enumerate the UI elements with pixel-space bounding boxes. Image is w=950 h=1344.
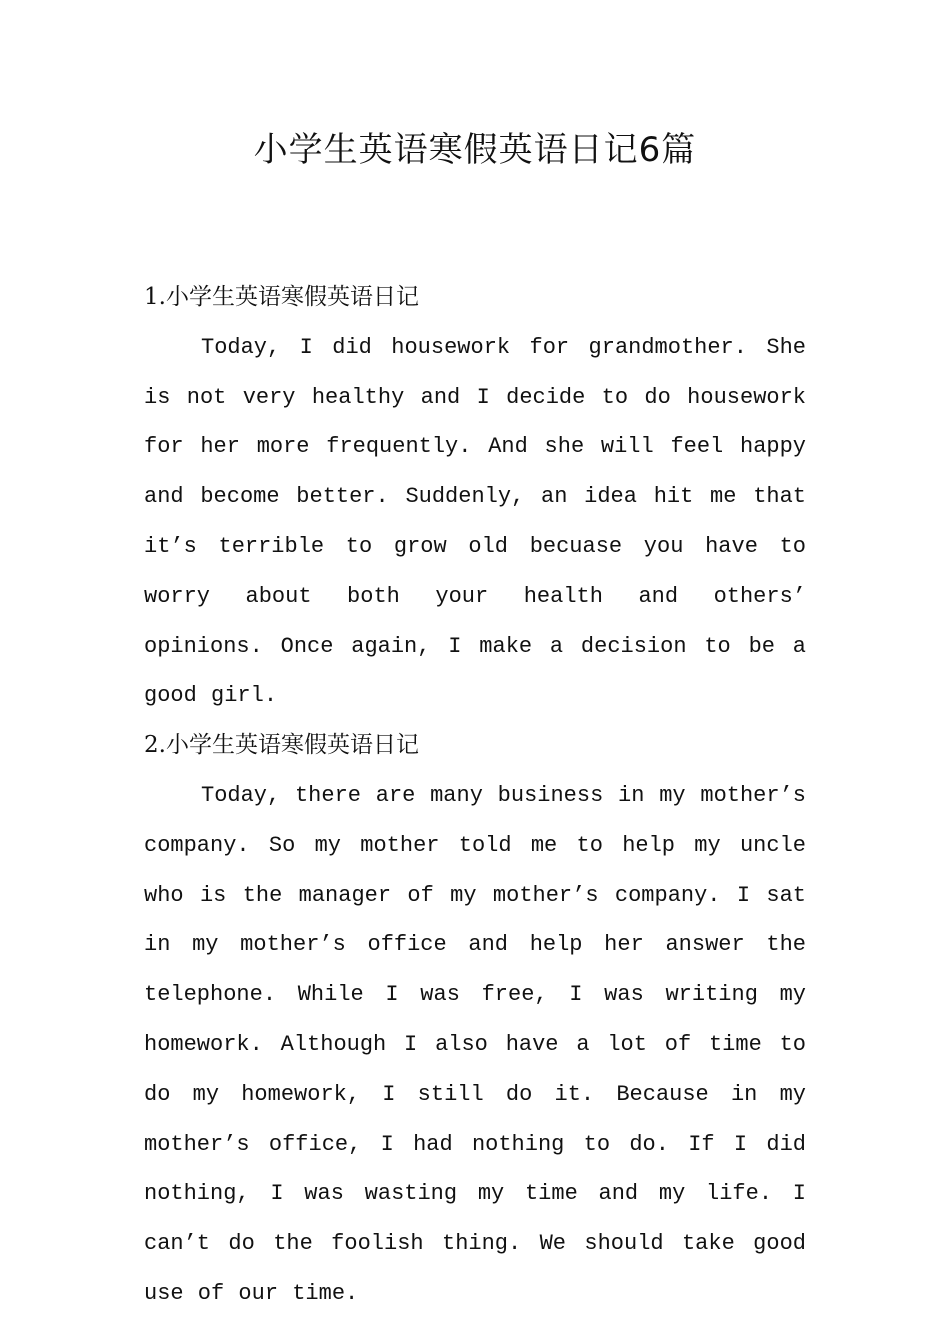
section-paragraph: Today, there are many business in my mother’s company. So my mother told me to help my uncle who is the manager of my mother’s company. I sat in my mother’s office and help her answer the telephone. While I was free, I was writing my homework. Although I also have a lot of time to do my homework, I still do it. Because in my mother’s office, I had nothing to do. If I did nothing, I was wasting my time and my life. I can’t do the foolish thing. We should take good use of our time. [144,782,806,1306]
document-title: 小学生英语寒假英语日记6篇 [253,130,697,170]
diary-entry-1 [144,273,806,721]
section-heading: 1.小学生英语寒假英语日记 [144,284,419,310]
section-paragraph: Today, I did housework for grandmother. She is not very healthy and I decide to do housework for her more frequently. And she will feel happy and become better. Suddenly, an idea hit me that it’s terrible to grow old becuase you have to worry about both your health and others’ opinions. Once again, I make a decision to be a good girl. [144,334,806,709]
diary-entry-2 [144,721,806,1319]
section-heading: 2.小学生英语寒假英语日记 [144,732,419,759]
document-body [144,273,806,1319]
